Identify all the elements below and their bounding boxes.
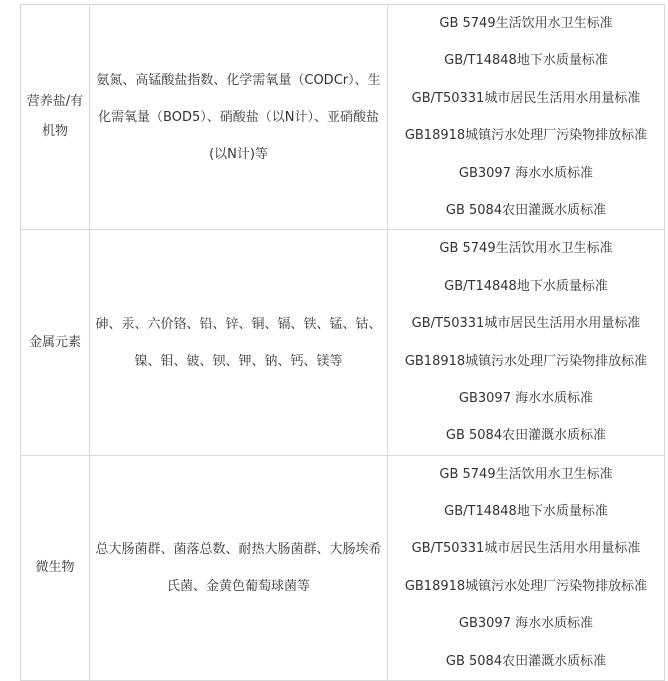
category-cell: 金属元素 bbox=[21, 230, 90, 455]
standard-item: GB/T14848地下水质量标准 bbox=[444, 504, 608, 520]
items-cell: 总大肠菌群、菌落总数、耐热大肠菌群、大肠埃希氏菌、金黄色葡萄球菌等 bbox=[90, 455, 388, 680]
standards-table bbox=[20, 4, 665, 681]
standard-item: GB 5084农田灌溉水质标准 bbox=[445, 653, 607, 669]
standard-item: GB 5749生活饮用水卫生标准 bbox=[439, 241, 613, 257]
standard-item: GB/T50331城市居民生活用水用量标准 bbox=[411, 90, 641, 106]
standard-item: GB/T50331城市居民生活用水用量标准 bbox=[411, 541, 641, 557]
standard-item: GB/T14848地下水质量标准 bbox=[444, 278, 608, 294]
standard-item: GB 5084农田灌溉水质标准 bbox=[445, 202, 607, 218]
category-cell: 营养盐/有机物 bbox=[21, 5, 90, 230]
standard-item: GB3097 海水水质标准 bbox=[458, 165, 594, 181]
items-cell: 砷、汞、六价铬、铅、锌、铜、镉、铁、锰、钴、镍、钼、铍、钡、钾、钠、钙、镁等 bbox=[90, 230, 388, 455]
items-cell: 氨氮、高锰酸盐指数、化学需氧量（CODCr）、生化需氧量（BOD5）、硝酸盐（以N计）、亚硝酸盐(以N计)等 bbox=[90, 5, 388, 230]
table-row-microbes bbox=[21, 455, 665, 680]
standard-item: GB 5084农田灌溉水质标准 bbox=[445, 428, 607, 444]
standards-cell bbox=[388, 455, 665, 680]
standard-item: GB18918城镇污水处理厂污染物排放标准 bbox=[404, 128, 648, 144]
table-row-metals bbox=[21, 230, 665, 455]
standard-item: GB3097 海水水质标准 bbox=[458, 390, 594, 406]
table-row-nutrients bbox=[21, 5, 665, 230]
category-cell: 微生物 bbox=[21, 455, 90, 680]
standard-item: GB3097 海水水质标准 bbox=[458, 616, 594, 632]
standard-item: GB/T14848地下水质量标准 bbox=[444, 53, 608, 69]
standard-item: GB18918城镇污水处理厂污染物排放标准 bbox=[404, 353, 648, 369]
standard-item: GB 5749生活饮用水卫生标准 bbox=[439, 466, 613, 482]
standards-cell bbox=[388, 230, 665, 455]
standard-item: GB/T50331城市居民生活用水用量标准 bbox=[411, 316, 641, 332]
standard-item: GB18918城镇污水处理厂污染物排放标准 bbox=[404, 578, 648, 594]
standards-cell bbox=[388, 5, 665, 230]
standard-item: GB 5749生活饮用水卫生标准 bbox=[439, 16, 613, 31]
